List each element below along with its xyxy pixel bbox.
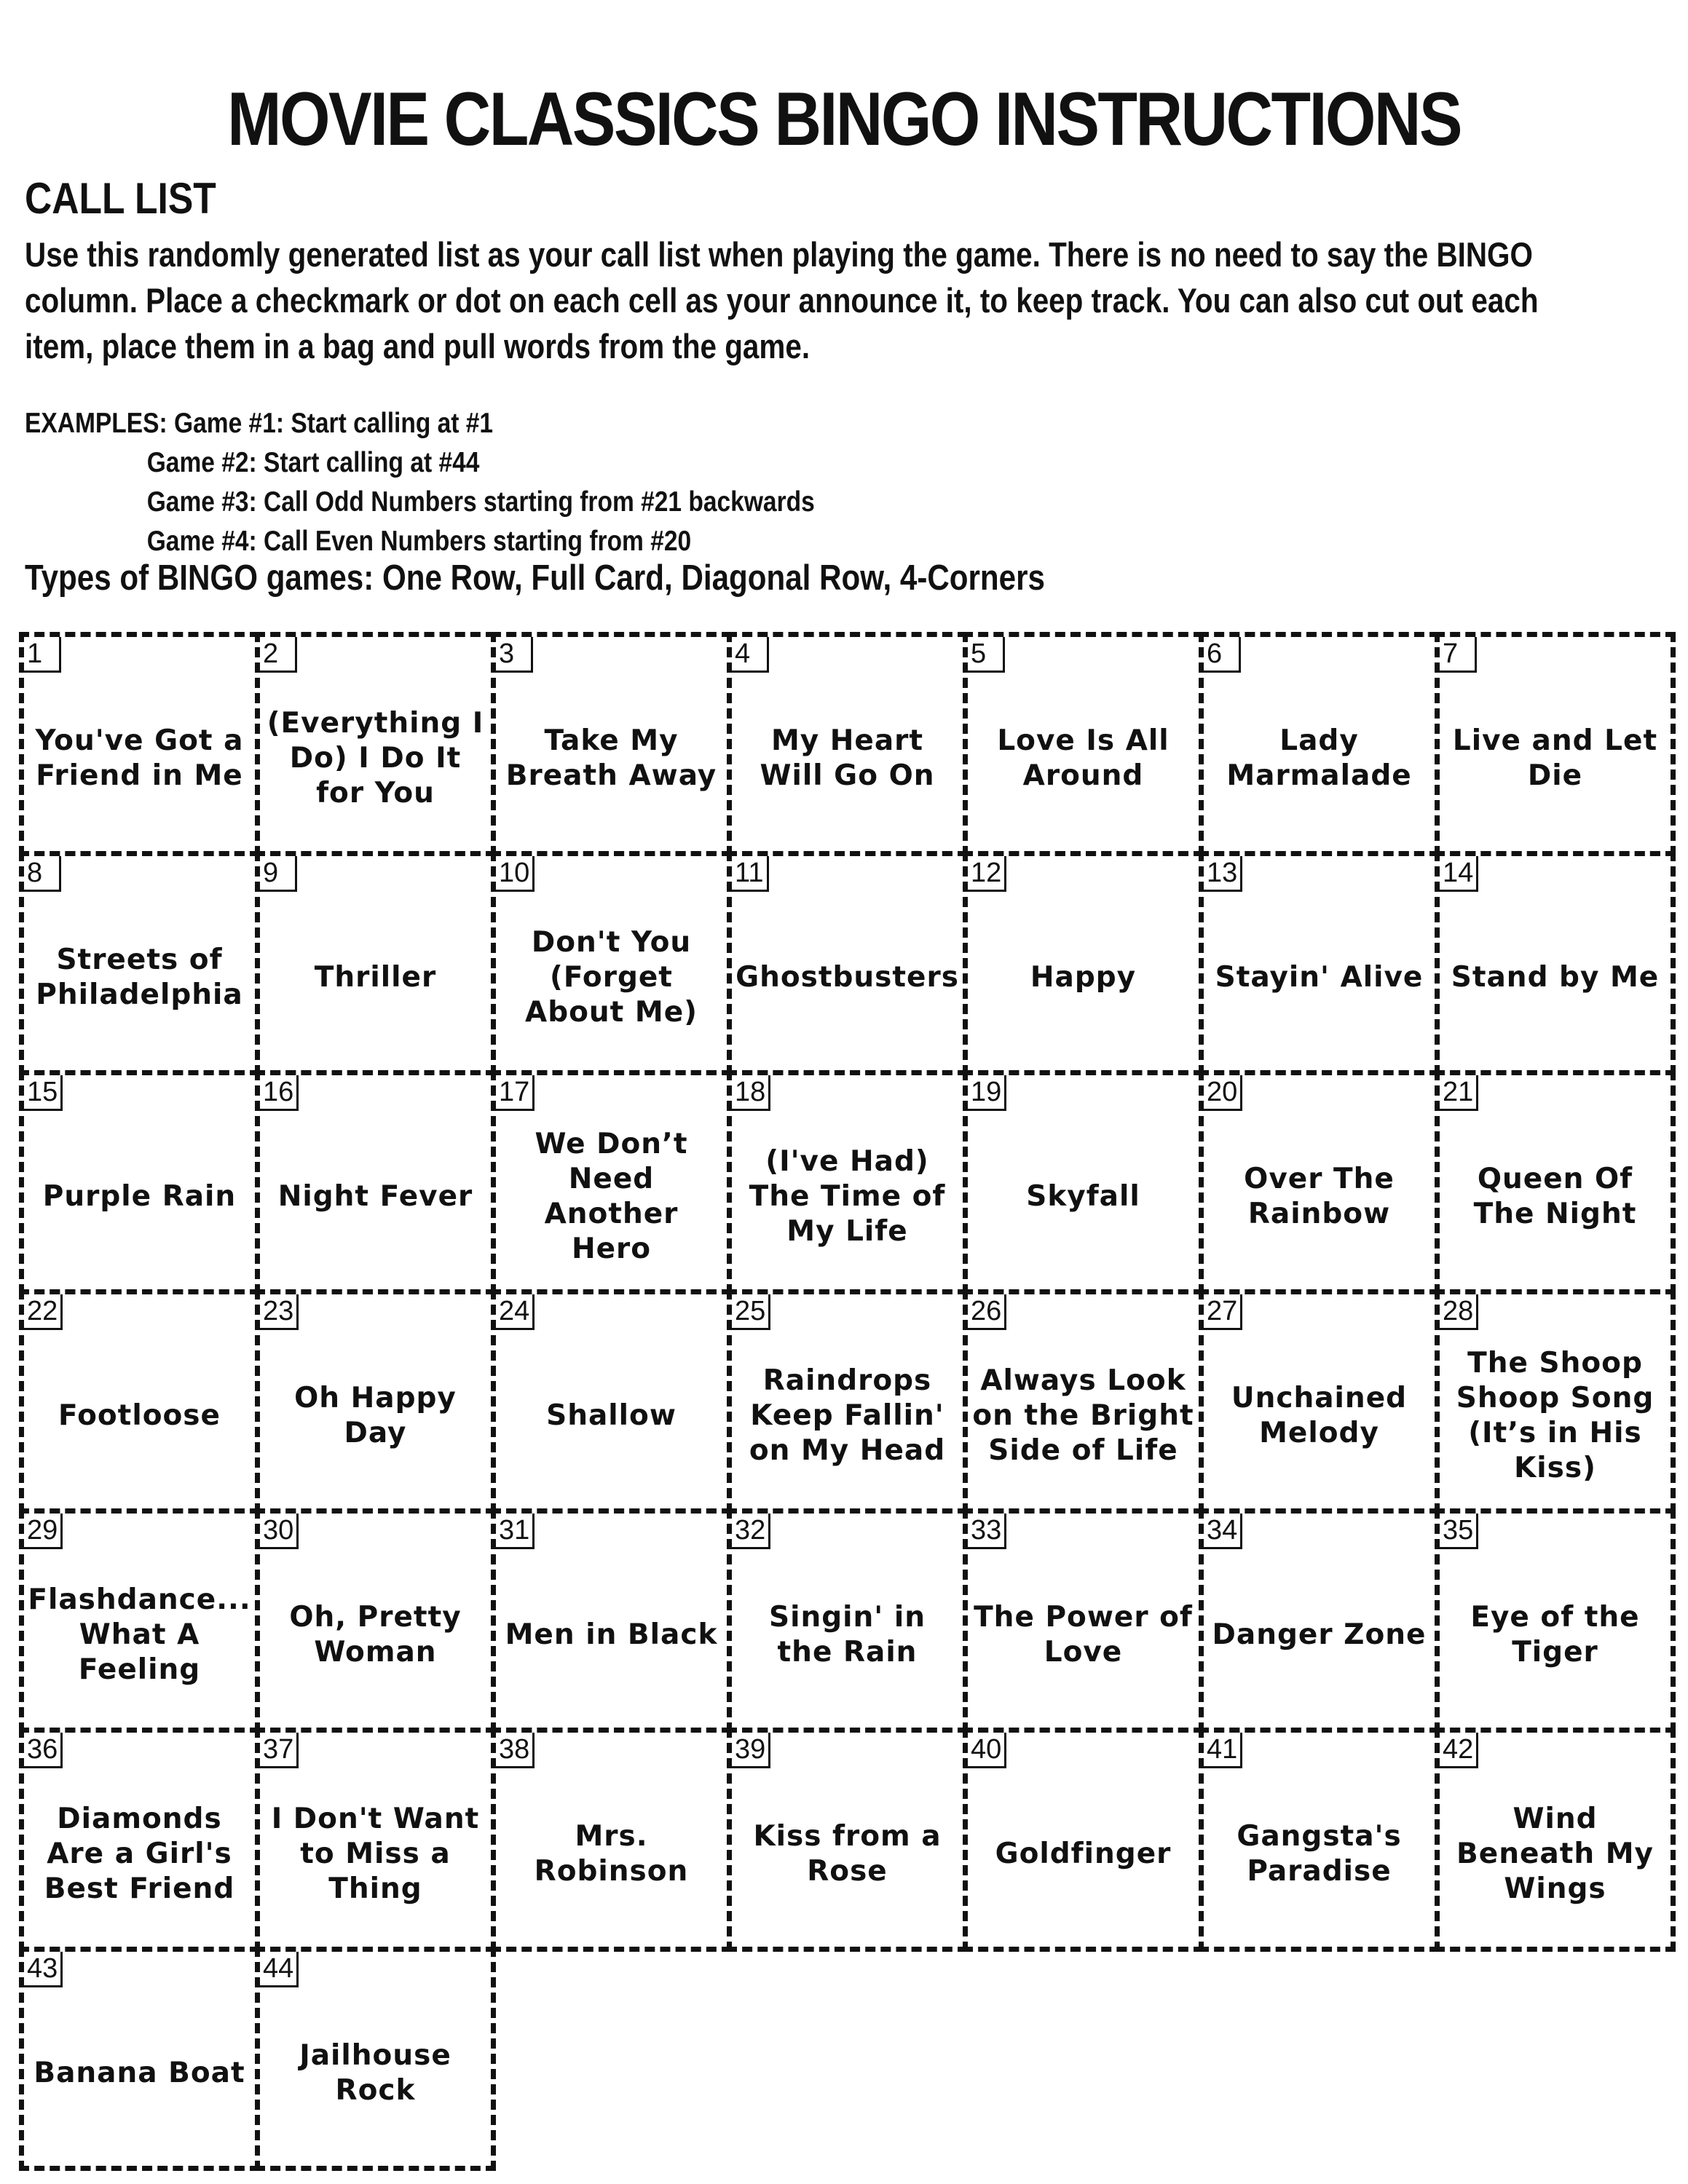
song-title: Unchained Melody [1231, 1382, 1408, 1449]
cell-number: 17 [496, 1075, 535, 1111]
cell-number: 26 [968, 1294, 1006, 1330]
call-cell [491, 851, 732, 1075]
cell-number: 34 [1204, 1514, 1242, 1549]
song-title: Purple Rain [42, 1180, 237, 1213]
song-title: Banana Boat [33, 2057, 245, 2089]
call-cell [727, 1070, 968, 1294]
song-title: Wind Beneath My Wings [1456, 1803, 1654, 1905]
cell-number: 9 [260, 856, 297, 892]
cell-number: 11 [732, 856, 769, 892]
cell-number: 29 [24, 1514, 63, 1549]
call-cell [255, 1070, 496, 1294]
song-title: Streets of Philadelphia [36, 943, 243, 1011]
song-title: Night Fever [277, 1180, 473, 1213]
cell-number: 32 [732, 1514, 770, 1549]
cell-number: 14 [1440, 856, 1478, 892]
song-title: Shallow [546, 1399, 677, 1432]
call-cell [1435, 1070, 1676, 1294]
call-cell [19, 1508, 260, 1733]
song-title: Men in Black [505, 1618, 718, 1651]
cell-number: 22 [24, 1294, 63, 1330]
song-title: (I've Had) The Time of My Life [749, 1145, 946, 1248]
call-cell [19, 1289, 260, 1514]
cell-number: 5 [968, 637, 1005, 673]
call-cell [1199, 851, 1440, 1075]
cell-number: 40 [968, 1733, 1006, 1768]
song-title: Skyfall [1026, 1180, 1140, 1213]
call-cell [1435, 632, 1676, 856]
call-cell [1199, 1070, 1440, 1294]
cell-number: 36 [24, 1733, 63, 1768]
song-title: The Power of Love [974, 1601, 1193, 1669]
cell-number: 1 [24, 637, 61, 673]
example-game-2: Game #2: Start calling at #44 [146, 447, 480, 478]
cell-number: 19 [968, 1075, 1006, 1111]
cell-number: 15 [24, 1075, 63, 1111]
song-title: Queen Of The Night [1473, 1163, 1637, 1230]
call-cell [19, 632, 260, 856]
song-title: Footloose [58, 1399, 221, 1432]
song-title: Stayin' Alive [1215, 961, 1424, 994]
song-title: Live and Let Die [1452, 724, 1658, 792]
song-title: Love Is All Around [997, 724, 1170, 792]
cell-number: 31 [496, 1514, 535, 1549]
song-title: Don't You (Forget About Me) [525, 926, 698, 1029]
song-title: Ghostbusters [735, 961, 959, 994]
cell-number: 30 [260, 1514, 299, 1549]
call-list-grid [19, 632, 1671, 2166]
cell-number: 35 [1440, 1514, 1478, 1549]
call-cell [727, 851, 968, 1075]
song-title: Thriller [314, 961, 437, 994]
cell-number: 18 [732, 1075, 770, 1111]
song-title: Mrs. Robinson [534, 1820, 689, 1888]
cell-number: 27 [1204, 1294, 1242, 1330]
cell-number: 37 [260, 1733, 299, 1768]
call-cell [1199, 1289, 1440, 1514]
cell-number: 39 [732, 1733, 770, 1768]
call-cell [19, 1728, 260, 1952]
song-title: Oh Happy Day [294, 1382, 457, 1449]
cell-number: 43 [24, 1952, 63, 1987]
example-line [25, 404, 1089, 443]
examples-label: EXAMPLES: [25, 408, 167, 439]
example-game-3: Game #3: Call Odd Numbers starting from #21 backwards [146, 486, 815, 518]
cell-number: 21 [1440, 1075, 1478, 1111]
cell-number: 44 [260, 1952, 299, 1987]
call-cell [19, 1070, 260, 1294]
call-cell [19, 851, 260, 1075]
cell-number: 8 [24, 856, 61, 892]
song-title: (Everything I Do) I Do It for You [267, 707, 484, 810]
song-title: Diamonds Are a Girl's Best Friend [44, 1803, 235, 1905]
cell-number: 25 [732, 1294, 770, 1330]
call-cell [255, 1508, 496, 1733]
call-cell [255, 1947, 496, 2171]
song-title: Danger Zone [1212, 1618, 1427, 1651]
call-cell [727, 1728, 968, 1952]
call-cell [963, 1728, 1204, 1952]
call-cell [255, 851, 496, 1075]
song-title: Over The Rainbow [1244, 1163, 1395, 1230]
cell-number: 24 [496, 1294, 535, 1330]
call-cell [255, 632, 496, 856]
cell-number: 20 [1204, 1075, 1242, 1111]
call-cell [1435, 851, 1676, 1075]
call-cell [727, 1508, 968, 1733]
song-title: Raindrops Keep Fallin' on My Head [749, 1364, 946, 1467]
song-title: Singin' in the Rain [769, 1601, 926, 1669]
call-cell [1435, 1508, 1676, 1733]
call-cell [963, 1508, 1204, 1733]
cell-number: 10 [496, 856, 535, 892]
song-title: Oh, Pretty Woman [289, 1601, 462, 1669]
intro-text: Use this randomly generated list as your call list when playing the game. There is no need to say the BINGO column. Place a checkmark or dot on each cell as your announce it, to keep track. You can also cut out each item, place them in a bag and pull words from the game. [25, 235, 1539, 365]
call-cell [19, 1947, 260, 2171]
cell-number: 23 [260, 1294, 299, 1330]
song-title: You've Got a Friend in Me [35, 724, 244, 792]
cell-number: 42 [1440, 1733, 1478, 1768]
song-title: My Heart Will Go On [760, 724, 935, 792]
song-title: Jailhouse Rock [299, 2039, 451, 2107]
cell-number: 16 [260, 1075, 299, 1111]
song-title: Kiss from a Rose [753, 1820, 942, 1888]
song-title: Take My Breath Away [505, 724, 717, 792]
song-title: Happy [1030, 961, 1137, 994]
call-cell [963, 851, 1204, 1075]
cell-number: 4 [732, 637, 769, 673]
call-cell [963, 1070, 1204, 1294]
song-title: I Don't Want to Miss a Thing [271, 1803, 480, 1905]
call-cell [963, 1289, 1204, 1514]
cell-number: 2 [260, 637, 297, 673]
song-title: Flashdance... What A Feeling [28, 1583, 251, 1686]
cell-number: 28 [1440, 1294, 1478, 1330]
song-title: The Shoop Shoop Song (It’s in His Kiss) [1456, 1347, 1655, 1484]
page-title: MOVIE CLASSICS BINGO INSTRUCTIONS [227, 77, 1461, 162]
song-title: Gangsta's Paradise [1237, 1820, 1402, 1888]
call-cell [963, 632, 1204, 856]
call-cell [727, 1289, 968, 1514]
call-cell [1435, 1728, 1676, 1952]
cell-number: 7 [1440, 637, 1477, 673]
call-cell [491, 1508, 732, 1733]
call-cell [255, 1289, 496, 1514]
call-cell [255, 1728, 496, 1952]
cell-number: 41 [1204, 1733, 1242, 1768]
call-cell [727, 632, 968, 856]
call-cell [491, 1728, 732, 1952]
song-title: Lady Marmalade [1226, 724, 1412, 792]
call-cell [1199, 632, 1440, 856]
call-cell [1199, 1508, 1440, 1733]
song-title: We Don’t Need Another Hero [535, 1128, 688, 1265]
example-game-4: Game #4: Call Even Numbers starting from #20 [146, 526, 692, 557]
call-list-heading: CALL LIST [25, 174, 216, 223]
cell-number: 6 [1204, 637, 1241, 673]
call-cell [491, 632, 732, 856]
song-title: Stand by Me [1451, 961, 1660, 994]
call-cell [1199, 1728, 1440, 1952]
call-cell [1435, 1289, 1676, 1514]
game-types-line: Types of BINGO games: One Row, Full Card, Diagonal Row, 4-Corners [25, 558, 1045, 598]
call-cell [491, 1070, 732, 1294]
cell-number: 3 [496, 637, 533, 673]
song-title: Goldfinger [995, 1837, 1172, 1870]
cell-number: 13 [1204, 856, 1242, 892]
song-title: Always Look on the Bright Side of Life [972, 1364, 1194, 1467]
call-cell [491, 1289, 732, 1514]
cell-number: 38 [496, 1733, 535, 1768]
song-title: Eye of the Tiger [1470, 1601, 1640, 1669]
examples-block [25, 404, 1089, 561]
example-game-1: Game #1: Start calling at #1 [174, 408, 494, 439]
cell-number: 12 [968, 856, 1006, 892]
cell-number: 33 [968, 1514, 1006, 1549]
